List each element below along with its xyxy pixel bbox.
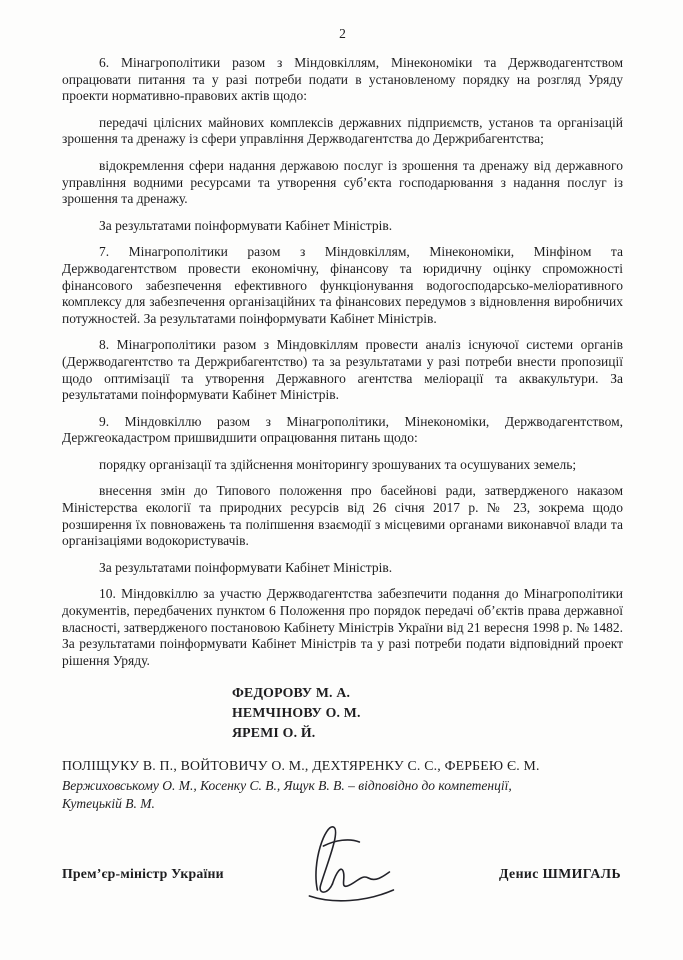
- pm-name: Денис ШМИГАЛЬ: [498, 865, 621, 881]
- addressees-block: [232, 683, 623, 742]
- addressee-name: ЯРЕМІ О. Й.: [232, 724, 316, 740]
- signature-block: [62, 866, 623, 882]
- paragraph-6-item-2: відокремлення сфери надання державою послуг із зрошення та дренажу від державного управління водними ресурсами та утворення суб’єкта господарювання з надання послуг із зрошення та дренажу.: [62, 157, 623, 207]
- paragraph-6: 6. Мінагрополітики разом з Міндовкіллям, Мінекономіки та Держводагентством опрацювати питання та у разі потреби подати в установленому порядку на розгляд Уряду проекти нормативно-правових актів щодо:: [62, 55, 623, 104]
- addressee-name: ФЕДОРОВУ М. А.: [232, 685, 351, 701]
- paragraph-9-result: За результатами поінформувати Кабінет Міністрів.: [99, 559, 393, 575]
- paragraph-9: 9. Міндовкіллю разом з Мінагрополітики, Мінекономіки, Держводагентством, Держгеокадастром пришвидшити опрацювання питань щодо:: [62, 413, 623, 446]
- paragraph-10: 10. Міндовкіллю за участю Держводагентства забезпечити подання до Мінагрополітики документів, передбачених пунктом 6 Положення про порядок передачі об’єктів права державної власності, затвердженого постановою Кабінету Міністрів України від 21 вересня 1998 р. № 1482. За результатами поінформувати Кабінет Міністрів та у разі потреби подати відповідний проект рішення Уряду.: [62, 586, 623, 668]
- competence-note-line-1: Вержиховському О. М., Косенку С. В., Ящук В. В. – відповідно до компетенції,: [62, 778, 512, 794]
- paragraph-6-result: За результатами поінформувати Кабінет Міністрів.: [99, 217, 393, 233]
- paragraph-9-item-2: внесення змін до Типового положення про басейнові ради, затвердженого наказом Міністерства екології та природних ресурсів від 26 січня 2017 р. № 23, зокрема щодо розширення їх повноважень та поліпшення взаємодії з місцевими органами виконавчої влади та організаціями водокористувачів.: [62, 483, 623, 549]
- paragraph-7: 7. Мінагрополітики разом з Міндовкіллям, Мінекономіки, Мінфіном та Держводагентством провести економічну, фінансову та юридичну оцінку спроможності фінансового забезпечення ефективного функціонування водогосподарсько-меліоративного комплексу для забезпечення організаційних та фінансових передумов з відновлення виробничих потужностей. За результатами поінформувати Кабінет Міністрів.: [62, 244, 623, 326]
- paragraph-9-item-1: порядку організації та здійснення моніторингу зрошуваних та осушуваних земель;: [99, 456, 577, 472]
- paragraph-6-item-1: передачі цілісних майнових комплексів державних підприємств, установ та організацій зрошення та дренажу із сфери управління Держводагентства до Держрибагентства;: [62, 114, 623, 147]
- page-number: 2: [339, 26, 346, 41]
- addressee-name: НЕМЧІНОВУ О. М.: [232, 704, 361, 720]
- competence-note: [62, 777, 623, 813]
- handwritten-signature-icon: [275, 816, 405, 908]
- paragraph-8: 8. Мінагрополітики разом з Міндовкіллям провести аналіз існуючої системи органів (Держводагентство та Держрибагентство) та за результатами у разі потреби внести пропозиції щодо оптимізації та утворення Державного агентства меліорації та аквакультури. За результатами поінформувати Кабінет Міністрів.: [62, 337, 623, 403]
- competence-note-line-2: Кутецькій В. М.: [62, 796, 155, 812]
- distribution-line: ПОЛІЩУКУ В. П., ВОЙТОВИЧУ О. М., ДЕХТЯРЕНКУ С. С., ФЕРБЕЮ Є. М.: [62, 758, 540, 774]
- pm-title: Прем’єр-міністр України: [62, 865, 224, 881]
